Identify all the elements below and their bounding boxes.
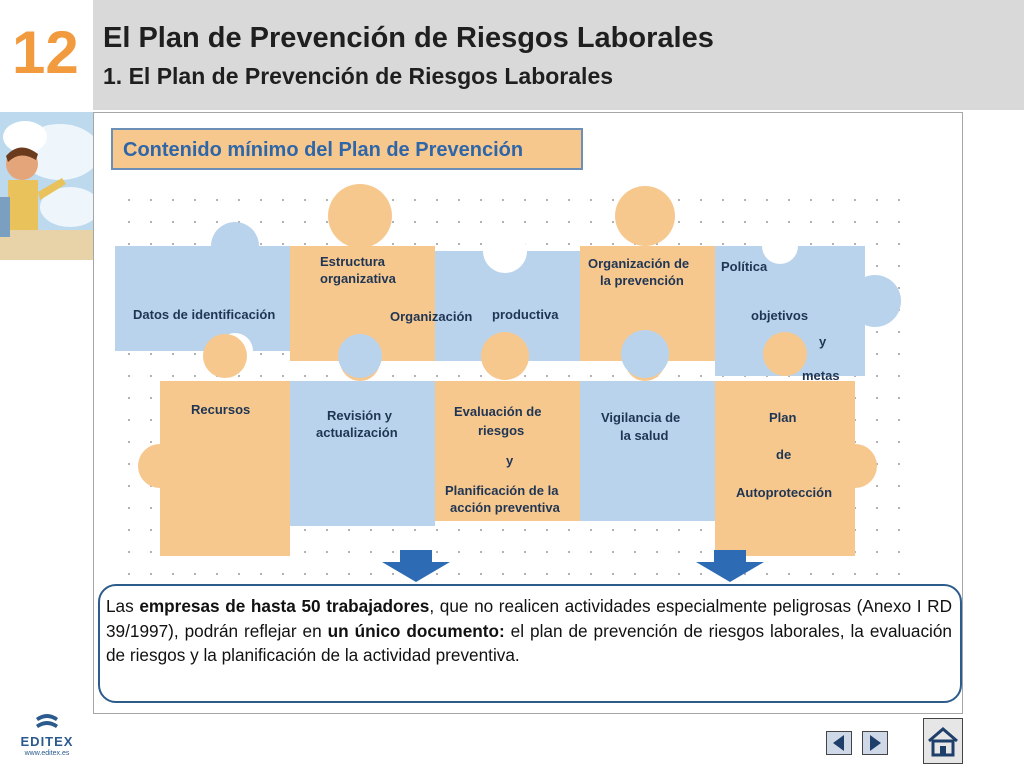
label-org-prevencion-2: la prevención: [600, 273, 684, 288]
slide-subtitle: 1. El Plan de Prevención de Riesgos Laborales: [103, 63, 614, 89]
label-y-evaluacion: y: [506, 453, 514, 468]
label-y-politica: y: [819, 334, 827, 349]
label-revision-1: Revisión y: [327, 408, 393, 423]
label-datos: Datos de identificación: [133, 307, 276, 322]
puzzle-diagram: [105, 176, 905, 586]
label-politica: Política: [721, 259, 768, 274]
label-autoproteccion: Autoprotección: [736, 485, 833, 500]
label-productiva: productiva: [492, 307, 559, 322]
chapter-number: 12: [12, 19, 79, 86]
label-revision-2: actualización: [316, 425, 398, 440]
logo-mark-icon: [34, 712, 60, 734]
label-de: de: [776, 447, 792, 462]
section-label-box: [111, 128, 583, 170]
label-org-prevencion-1: Organización de: [588, 256, 690, 271]
label-vigilancia-2: la salud: [620, 428, 669, 443]
label-objetivos: objetivos: [751, 308, 809, 323]
next-button[interactable]: [862, 731, 888, 755]
section-label: Contenido mínimo del Plan de Prevención: [123, 139, 524, 161]
label-estructura-1: Estructura: [320, 254, 386, 269]
logo-text: EDITEX: [20, 734, 74, 749]
chevron-right-icon: [863, 732, 887, 754]
note-box: [98, 584, 962, 703]
label-planificacion-2: acción preventiva: [450, 500, 560, 515]
label-plan: Plan: [769, 410, 797, 425]
down-arrow-icon: [380, 550, 452, 582]
home-button[interactable]: [923, 718, 963, 764]
label-vigilancia-1: Vigilancia de: [601, 410, 681, 425]
label-evaluacion-2: riesgos: [478, 423, 525, 438]
chapter-number-box: [0, 0, 93, 110]
slide-title: El Plan de Prevención de Riesgos Laborales: [103, 22, 714, 54]
note-text: Las empresas de hasta 50 trabajadores, que no realicen actividades especialmente peligrosas (Anexo I RD 39/1997), podrán reflejar en un único documento: el plan de prevención de riesgos laborales, la evaluación de riesgos y la planificación de la actividad preventiva.: [106, 596, 952, 665]
editex-logo: [14, 712, 80, 764]
label-organizacion: Organización: [390, 309, 473, 324]
label-metas: metas: [802, 368, 840, 383]
label-planificacion-1: Planificación de la: [445, 483, 559, 498]
label-recursos: Recursos: [191, 402, 251, 417]
person-illustration-icon: [0, 112, 93, 260]
logo-url: www.editex.es: [24, 750, 70, 757]
home-icon: [924, 719, 962, 763]
slide-header: [93, 0, 1024, 110]
chevron-left-icon: [827, 732, 851, 754]
label-evaluacion-1: Evaluación de: [454, 404, 542, 419]
label-estructura-2: organizativa: [320, 271, 396, 286]
previous-button[interactable]: [826, 731, 852, 755]
down-arrow-icon: [694, 550, 766, 582]
